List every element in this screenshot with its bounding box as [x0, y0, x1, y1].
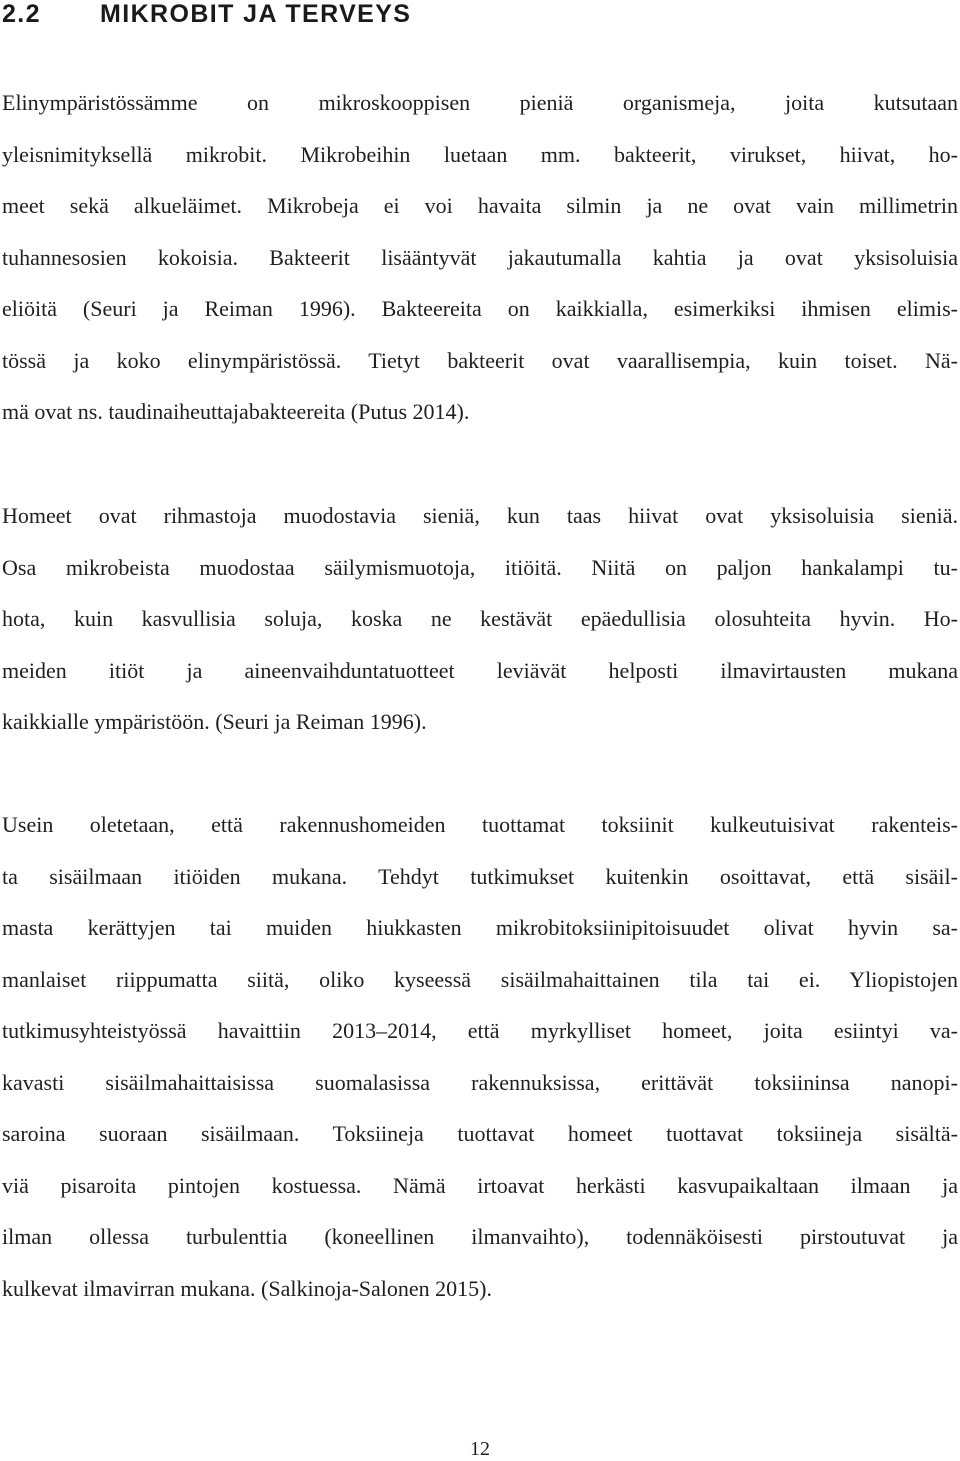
- page-number: 12: [470, 1438, 490, 1460]
- text-line: eliöitä (Seuri ja Reiman 1996). Bakteereita on kaikkialla, esimerkiksi ihmisen elimis-: [2, 296, 958, 321]
- text-line: viä pisaroita pintojen kostuessa. Nämä irtoavat herkästi kasvupaikaltaan ilmaan ja: [2, 1172, 958, 1198]
- paragraph-microbes: [2, 77, 958, 438]
- text-line: hota, kuin kasvullisia soluja, koska ne kestävät epäedullisia olosuhteita hyvin. Ho-: [2, 606, 958, 631]
- text-line: mä ovat ns. taudinaiheuttajabakteereita (Putus 2014).: [2, 399, 470, 424]
- text-line: tössä ja koko elinympäristössä. Tietyt bakteerit ovat vaarallisempia, kuin toiset. Nä-: [2, 347, 958, 373]
- text-line: tuhannesosien kokoisia. Bakteerit lisääntyvät jakautumalla kahtia ja ovat yksisoluisia: [2, 244, 958, 270]
- text-line: tutkimusyhteistyössä havaittiin 2013–2014, että myrkylliset homeet, joita esiintyi va-: [2, 1018, 958, 1043]
- section-number: 2.2: [2, 0, 41, 28]
- text-line: ta sisäilmaan itiöiden mukana. Tehdyt tutkimukset kuitenkin osoittavat, että sisäil-: [2, 863, 958, 889]
- text-line: ilman ollessa turbulenttia (koneellinen ilmanvaihto), todennäköisesti pirstoutuvat ja: [2, 1224, 958, 1249]
- text-line: kaikkialle ympäristöön. (Seuri ja Reiman 1996).: [2, 709, 427, 734]
- paragraph-molds: [2, 490, 958, 748]
- text-line: manlaiset riippumatta siitä, oliko kyseessä sisäilmahaittainen tila tai ei. Yliopistojen: [2, 966, 958, 992]
- text-line: meiden itiöt ja aineenvaihduntatuotteet leviävät helposti ilmavirtausten mukana: [2, 657, 958, 683]
- text-line: masta kerättyjen tai muiden hiukkasten mikrobitoksiinipitoisuudet olivat hyvin sa-: [2, 915, 958, 940]
- paragraph-toxins: [2, 799, 958, 1314]
- text-line: Elinympäristössämme on mikroskooppisen pieniä organismeja, joita kutsutaan: [2, 90, 958, 115]
- section-heading: [2, 0, 411, 30]
- text-line: Osa mikrobeista muodostaa säilymismuotoja, itiöitä. Niitä on paljon hankalampi tu-: [2, 554, 958, 580]
- text-line: saroina suoraan sisäilmaan. Toksiineja tuottavat homeet tuottavat toksiineja sisältä-: [2, 1121, 958, 1146]
- text-line: kulkevat ilmavirran mukana. (Salkinoja-Salonen 2015).: [2, 1275, 492, 1301]
- text-line: Usein oletetaan, että rakennushomeiden tuottamat toksiinit kulkeutuisivat rakenteis-: [2, 812, 958, 837]
- text-line: kavasti sisäilmahaittaisissa suomalasissa rakennuksissa, erittävät toksiininsa nanopi-: [2, 1069, 958, 1095]
- section-title: MIKROBIT JA TERVEYS: [100, 0, 412, 28]
- text-line: Homeet ovat rihmastoja muodostavia sieniä, kun taas hiivat ovat yksisoluisia sieniä.: [2, 503, 958, 528]
- text-line: yleisnimityksellä mikrobit. Mikrobeihin luetaan mm. bakteerit, virukset, hiivat, ho-: [2, 141, 958, 167]
- text-line: meet sekä alkueläimet. Mikrobeja ei voi havaita silmin ja ne ovat vain millimetrin: [2, 193, 958, 218]
